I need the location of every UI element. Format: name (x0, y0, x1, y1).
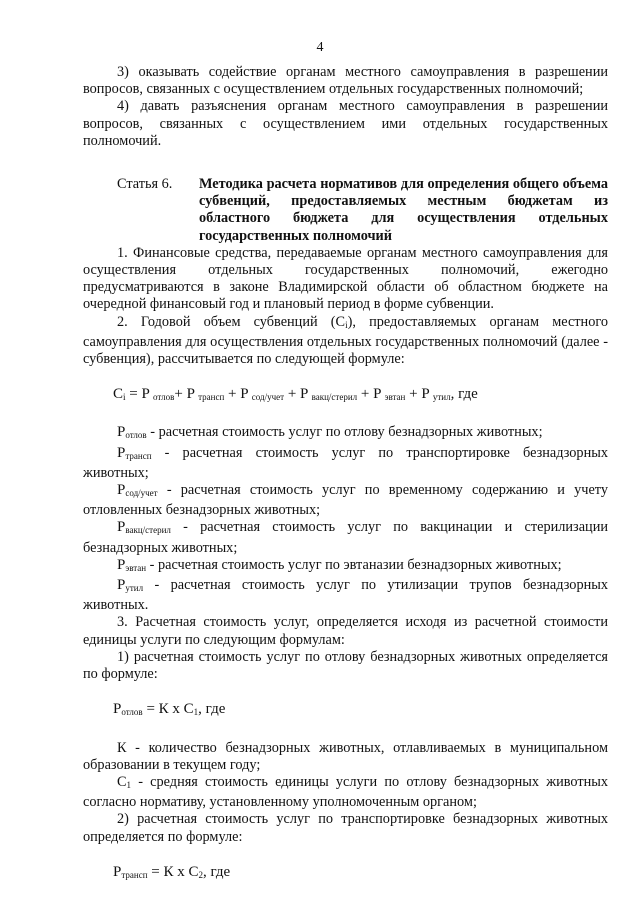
paragraph-3: 3. Расчетная стоимость услуг, определяется исходя из расчетной стоимости единицы услуги по следующим формулам: (83, 614, 608, 648)
definition-vakc-steril: $Р_{вакц/стерил}$ - расчетная стоимость услуг по вакцинации и стерилизации безнадзорных животных; (83, 519, 608, 556)
formula-otlov: $Р_{отлов} = К$ х $С_1$, где (113, 701, 226, 718)
formula-transp: $Р_{трансп} = К$ х $С_2$, где (113, 863, 231, 880)
definition-evtan: $Р_{эвтан}$ - расчетная стоимость услуг по эвтаназии безнадзорных животных; (117, 556, 562, 573)
paragraph-3-1: 1) расчетная стоимость услуг по отлову безнадзорных животных определяется по формуле: (83, 648, 608, 683)
paragraph-1: 1. Финансовые средства, передаваемые органам местного самоуправления для осуществления отдельных государственных полномочий, ежегодно предусматриваются в законе Владимирской области об областном бюджете на очередной финансовый год и плановый период в форме субвенции. (83, 244, 608, 313)
definition-sod-uchet: $Р_{сод/учет}$ - расчетная стоимость услуг по временному содержанию и учету отловленных безнадзорных животных; (83, 482, 608, 519)
definition-otlov: $Р_{отлов}$ - расчетная стоимость услуг по отлову безнадзорных животных; (117, 424, 543, 441)
paragraph-3-2: 2) расчетная стоимость услуг по транспортировке безнадзорных животных определяется по формуле: (83, 811, 608, 845)
article-heading (83, 176, 608, 245)
definition-transp: $Р_{трансп}$ - расчетная стоимость услуг по транспортировке безнадзорных животных; (83, 444, 608, 481)
paragraph-2: 2. Годовой объем субвенций $(С_i)$, предоставляемых органам местного самоуправления для осуществления отдельных государственных полномочий (далее - субвенция), рассчитывается по следующей формуле: (83, 313, 608, 368)
article-label: Статья 6. (117, 176, 173, 193)
article-title: Методика расчета нормативов для определения общего объема субвенций, предоставляемых местным бюджетам из областного бюджета для осуществления отдельных государственных полномочий (199, 176, 608, 244)
list-item-4: 4) давать разъяснения органам местного самоуправления в разрешении вопросов, связанных с осуществлением ими отдельных государственных полномочий. (83, 98, 608, 149)
main-formula: $C_i = P$ $_{отлов}$+ P $_{трансп}$ + P $_{сод/учет}$ + P $_{вакц/стерил}$ + P $_{эвтан}$ + P $_{утил}$, где (113, 386, 478, 403)
page-number: 4 (316, 40, 324, 55)
definition-k: К - количество безнадзорных животных, отлавливаемых в муниципальном образовании в текущем году; (83, 739, 608, 773)
definition-c1: $С_1$ - средняя стоимость единицы услуги по отлову безнадзорных животных согласно нормативу, установленному уполномоченным органом; (83, 773, 608, 811)
list-item-3: 3) оказывать содействие органам местного самоуправления в разрешении вопросов, связанных с осуществлением отдельных государственных полномочий; (83, 64, 608, 98)
document-body (83, 64, 608, 884)
definition-util: $Р_{утил}$ - расчетная стоимость услуг по утилизации трупов безнадзорных животных. (83, 577, 608, 614)
